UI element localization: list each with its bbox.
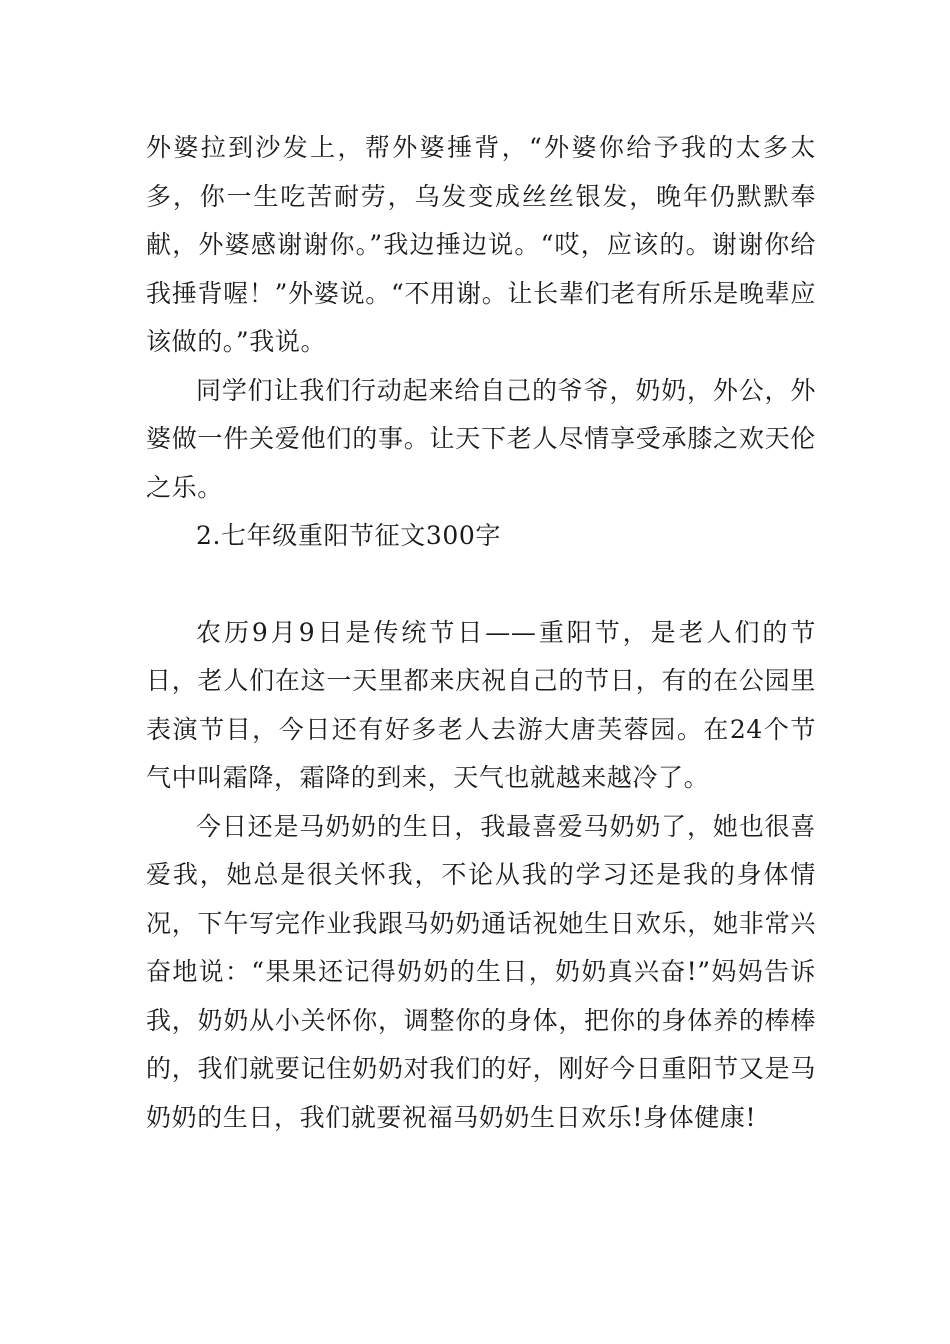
- blank-line: [146, 561, 816, 609]
- paragraph-continued: 外婆拉到沙发上，帮外婆捶背，“外婆你给予我的太多太多，你一生吃苦耐劳，乌发变成丝丝银发，晚年仍默默奉献，外婆感谢谢你。”我边捶边说。“哎，应该的。谢谢你给我捶背喔！”外婆说。“不用谢。让长辈们老有所乐是晚辈应该做的。”我说。: [146, 133, 816, 356]
- paragraph-call-to-action: 同学们让我们行动起来给自己的爷爷，奶奶，外公，外婆做一件关爱他们的事。让天下老人尽情享受承膝之欢天伦之乐。: [146, 375, 816, 502]
- document-body: [146, 124, 816, 1142]
- paragraph-festival-intro: 农历9月9日是传统节日——重阳节，是老人们的节日，老人们在这一天里都来庆祝自己的节日，有的在公园里表演节目，今日还有好多老人去游大唐芙蓉园。在24个节气中叫霜降，霜降的到来，天气也就越来越冷了。: [146, 617, 816, 792]
- paragraph-grandma-birthday: 今日还是马奶奶的生日，我最喜爱马奶奶了，她也很喜爱我，她总是很关怀我，不论从我的学习还是我的身体情况，下午写完作业我跟马奶奶通话祝她生日欢乐，她非常兴奋地说：“果果还记得奶奶的生日，奶奶真兴奋!”妈妈告诉我，奶奶从小关怀你，调整你的身体，把你的身体养的棒棒的，我们就要记住奶奶对我们的好，刚好今日重阳节又是马奶奶的生日，我们就要祝福马奶奶生日欢乐!身体健康!: [146, 811, 816, 1132]
- section-heading: 2.七年级重阳节征文300字: [196, 521, 501, 550]
